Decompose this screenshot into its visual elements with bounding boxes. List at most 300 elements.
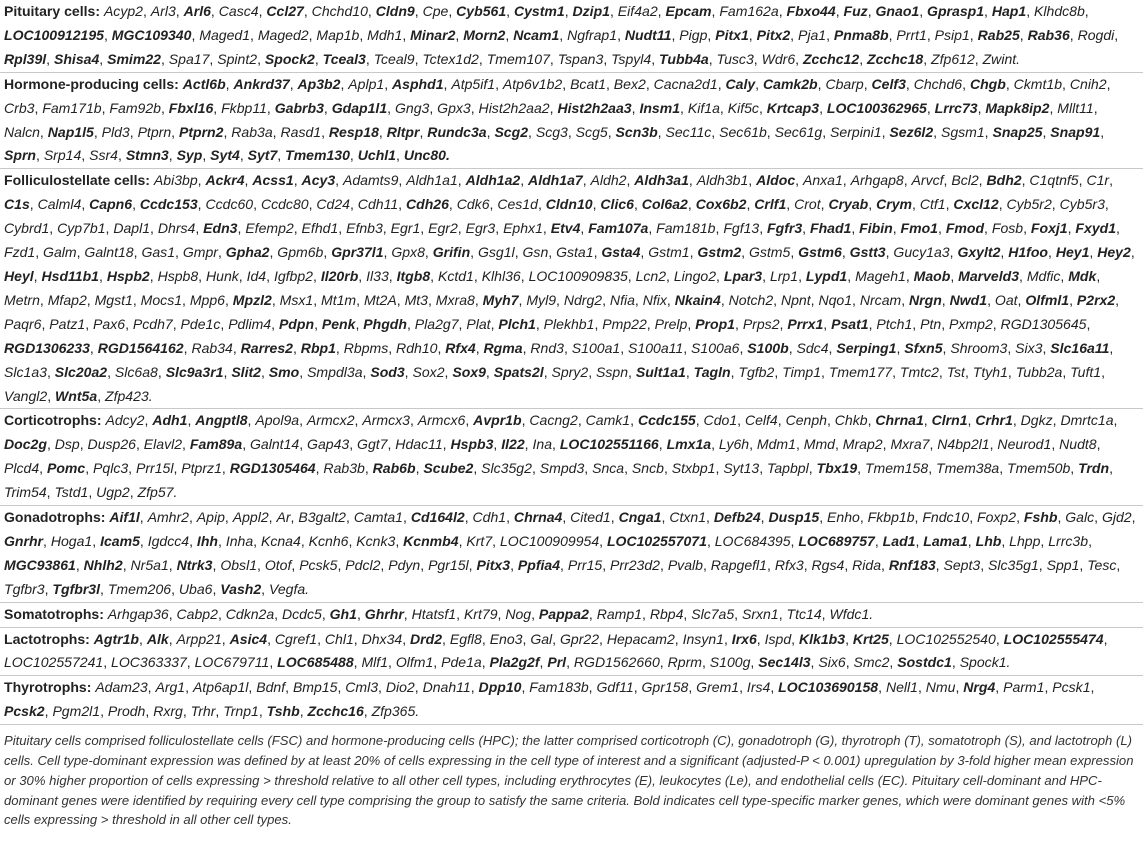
marker-gene: Fgfr3 xyxy=(767,220,803,237)
gene: Cpe xyxy=(422,3,449,19)
gene: Aldh3b1 xyxy=(696,172,749,189)
marker-gene: Dpp10 xyxy=(478,679,522,696)
marker-gene: Sec14l3 xyxy=(758,654,811,671)
marker-gene: Icam5 xyxy=(100,532,140,549)
gene: Tst xyxy=(946,363,965,380)
gene: Egr2 xyxy=(428,220,458,237)
marker-gene: Lhb xyxy=(975,532,1002,549)
gene: Pdyn xyxy=(388,556,421,573)
marker-gene: Chrna4 xyxy=(513,509,563,526)
marker-gene: Ap3b2 xyxy=(297,75,341,92)
gene: Pla2g7 xyxy=(414,315,459,332)
gene: Uba6 xyxy=(178,580,213,597)
gene: Smpd3 xyxy=(539,460,585,477)
gene: Adam23 xyxy=(95,679,148,696)
gene: Fam181b xyxy=(656,220,716,237)
gene: Bex2 xyxy=(613,75,646,92)
marker-gene: Mapk8ip2 xyxy=(985,99,1050,116)
marker-gene: Nap1l5 xyxy=(47,123,94,140)
gene: Abi3bp xyxy=(153,172,198,189)
gene: Camta1 xyxy=(353,509,403,526)
gene: Nalcn xyxy=(4,123,40,140)
marker-gene: Tshb xyxy=(266,703,300,720)
gene: Cybrd1 xyxy=(4,220,50,237)
gene: Six3 xyxy=(1015,339,1043,356)
gene: Krt7 xyxy=(466,532,493,549)
gene: Aplp1 xyxy=(348,75,385,92)
gene: Cacng2 xyxy=(529,412,578,429)
gene: Pxmp2 xyxy=(949,315,993,332)
gene: Notch2 xyxy=(728,291,774,308)
gene: Arhgap8 xyxy=(850,172,904,189)
gene: Sgsm1 xyxy=(940,123,985,140)
gene: Spa17 xyxy=(168,50,210,67)
gene: Egfl8 xyxy=(449,630,482,647)
gene: Prr23d2 xyxy=(610,556,660,573)
gene: Grem1 xyxy=(696,679,740,696)
gene: Plcd4 xyxy=(4,460,40,477)
marker-gene: Prop1 xyxy=(695,315,735,332)
marker-gene: Caly xyxy=(725,75,756,92)
gene: Hepacam2 xyxy=(606,630,675,647)
gene: Gas1 xyxy=(141,244,176,261)
marker-gene: Heyl xyxy=(4,267,34,284)
marker-gene: Lmx1a xyxy=(666,436,712,453)
section-label: Folliculostellate cells: xyxy=(4,172,150,189)
marker-gene: Tbx19 xyxy=(816,460,858,477)
gene: Mmd xyxy=(803,436,835,453)
gene: Hunk xyxy=(205,267,239,284)
marker-gene: Smo xyxy=(268,363,300,380)
gene: Tmem177 xyxy=(828,363,893,380)
gene: Trnp1 xyxy=(223,703,259,720)
gene: Sept3 xyxy=(943,556,981,573)
marker-gene: Fbxl16 xyxy=(168,99,214,116)
gene: Anxa1 xyxy=(802,172,843,189)
gene: Ckmt1b xyxy=(1013,75,1063,92)
gene: Id4 xyxy=(246,267,267,284)
marker-gene: Gstt3 xyxy=(849,244,886,261)
marker-gene: Fxyd1 xyxy=(1075,220,1117,237)
gene: Rab3a xyxy=(231,123,273,140)
section-row: Gonadotrophs: Aif1l, Amhr2, Apip, Appl2, Ar, B3galt2, Camta1, Cd164l2, Cdh1, Chrna4, Cited1, Cnga1, Ctxn1, Defb24, Dusp15, Enho, Fkbp1b, Fndc10, Foxp2, Fshb, Galc, Gjd2, Gnrhr, Hoga1, Icam5, Igdcc4, Ihh, Inha, Kcna4, Kcnh6, Kcnk3, Kcnmb4, Krt7, LOC100909954, LOC102557071, LOC684395, LOC689757, Lad1, Lama1, Lhb, Lhpp, Lrrc3b, MGC93861, Nhlh2, Nr5a1, Ntrk3, Obsl1, Otof, Pcsk5, Pdcl2, Pdyn, Pgr15l, Pitx3, Ppfia4, Prr15, Prr23d2, Pvalb, Rapgefl1, Rfx3, Rgs4, Rida, Rnf183, Sept3, Slc35g1, Spp1, Tesc, Tgfbr3, Tgfbr3l, Tmem206, Uba6, Vash2, Vegfa. xyxy=(0,506,1143,603)
gene: Insyn1 xyxy=(682,630,724,647)
marker-gene: Slit2 xyxy=(231,363,261,380)
marker-gene: Rfx4 xyxy=(445,339,476,356)
gene: Sec61g xyxy=(774,123,823,140)
marker-gene: Pla2g2f xyxy=(489,654,540,671)
gene: Nrcam xyxy=(859,291,902,308)
marker-gene: Asphd1 xyxy=(392,75,444,92)
marker-gene: Bdh2 xyxy=(986,172,1022,189)
gene: Mgst1 xyxy=(94,291,133,308)
marker-gene: Foxj1 xyxy=(1030,220,1068,237)
gene: Ptch1 xyxy=(876,315,913,332)
marker-gene: Cdh26 xyxy=(405,196,449,213)
gene: Ly6h xyxy=(718,436,750,453)
gene: Rab34 xyxy=(191,339,233,356)
marker-gene: Cldn9 xyxy=(375,3,415,19)
gene: Celf4 xyxy=(744,412,778,429)
marker-gene: Hspb2 xyxy=(106,267,150,284)
marker-gene: Ccdc155 xyxy=(637,412,696,429)
marker-gene: Gxylt2 xyxy=(957,244,1001,261)
marker-gene: Itgb8 xyxy=(396,267,431,284)
gene: Fam162a xyxy=(719,3,779,19)
gene: Plekhb1 xyxy=(543,315,595,332)
gene: Myl9 xyxy=(526,291,557,308)
gene: B3galt2 xyxy=(298,509,346,526)
gene: Mdfic xyxy=(1026,267,1061,284)
gene: Prr15l xyxy=(135,460,174,477)
gene: Gstm5 xyxy=(748,244,791,261)
marker-gene: Clic6 xyxy=(600,196,634,213)
gene: Mllt11 xyxy=(1057,99,1094,116)
marker-gene: Lama1 xyxy=(923,532,968,549)
gene: Pde1c xyxy=(180,315,221,332)
marker-gene: Capn6 xyxy=(89,196,133,213)
marker-gene: Aldh1a2 xyxy=(465,172,521,189)
marker-gene: Tmem130 xyxy=(285,147,350,164)
marker-gene: Pitx3 xyxy=(476,556,511,573)
gene: Oat xyxy=(994,291,1018,308)
gene: Ttyh1 xyxy=(972,363,1008,380)
marker-gene: Fmod xyxy=(945,220,985,237)
marker-gene: Tceal3 xyxy=(322,50,366,67)
gene: Lcn2 xyxy=(635,267,667,284)
gene: Cacna2d1 xyxy=(653,75,718,92)
marker-gene: Cyb561 xyxy=(456,3,507,19)
gene: Arpp21 xyxy=(176,630,222,647)
gene: Chchd6 xyxy=(913,75,963,92)
marker-gene: Sox9 xyxy=(452,363,486,380)
gene: Patz1 xyxy=(49,315,86,332)
gene: Pax6 xyxy=(93,315,126,332)
gene: Tubb2a xyxy=(1015,363,1063,380)
marker-gene: Gstm6 xyxy=(798,244,842,261)
marker-gene: Syt4 xyxy=(210,147,240,164)
marker-gene: Serping1 xyxy=(836,339,897,356)
gene: Elavl2 xyxy=(143,436,183,453)
marker-gene: Lypd1 xyxy=(805,267,848,284)
gene: Gmpr xyxy=(182,244,218,261)
marker-gene: Acss1 xyxy=(252,172,294,189)
marker-gene: Irx6 xyxy=(731,630,757,647)
section-label: Hormone-producing cells: xyxy=(4,75,179,92)
gene: Cenph xyxy=(785,412,827,429)
gene: Cabp2 xyxy=(176,605,218,622)
marker-gene: Psat1 xyxy=(831,315,869,332)
gene: Snca xyxy=(592,460,625,477)
section-row: Lactotrophs: Agtr1b, Alk, Arpp21, Asic4, Cgref1, Chl1, Dhx34, Drd2, Egfl8, Eno3, Gal, Gpr22, Hepacam2, Insyn1, Irx6, Ispd, Klk1b3, Krt25, LOC102552540, LOC102555474, LOC102557241, LOC363337, LOC679711, LOC685488, Mlf1, Olfm1, Pde1a, Pla2g2f, Prl, RGD1562660, Rprm, S100g, Sec14l3, Six6, Smc2, Sostdc1, Spock1. xyxy=(0,628,1143,677)
gene: Mxra7 xyxy=(890,436,930,453)
gene: Trim54 xyxy=(4,484,47,501)
gene: Gpx8 xyxy=(391,244,425,261)
gene: Prodh xyxy=(107,703,146,720)
gene: Igdcc4 xyxy=(147,532,190,549)
marker-gene: Sez6l2 xyxy=(889,123,934,140)
gene: Appl2 xyxy=(232,509,269,526)
marker-gene: Plch1 xyxy=(498,315,536,332)
gene: Arg1 xyxy=(155,679,186,696)
gene: Gpx3 xyxy=(437,99,471,116)
gene: Cited1 xyxy=(570,509,611,526)
gene: Shroom3 xyxy=(950,339,1008,356)
gene: Chkb xyxy=(834,412,868,429)
gene: Fam183b xyxy=(529,679,589,696)
gene: Mt2A xyxy=(363,291,397,308)
marker-gene: Ccl27 xyxy=(266,3,304,19)
gene: Fgf13 xyxy=(723,220,760,237)
gene: Fkbp11 xyxy=(221,99,267,116)
marker-gene: Spock2 xyxy=(264,50,315,67)
gene: LOC684395 xyxy=(714,532,791,549)
marker-gene: Defb24 xyxy=(713,509,761,526)
marker-gene: Mdk xyxy=(1068,267,1097,284)
gene: Fam171b xyxy=(42,99,102,116)
marker-gene: Edn3 xyxy=(203,220,238,237)
marker-gene: Hsd11b1 xyxy=(41,267,99,284)
gene: Klhl36 xyxy=(481,267,521,284)
marker-gene: Lad1 xyxy=(882,532,916,549)
gene: Cdk6 xyxy=(456,196,490,213)
gene: Enho xyxy=(827,509,860,526)
marker-gene: Rpl39l xyxy=(4,50,47,67)
marker-gene: Slc20a2 xyxy=(54,363,108,380)
marker-gene: Ppfia4 xyxy=(517,556,561,573)
marker-gene: Asic4 xyxy=(229,630,268,647)
gene: Efnb3 xyxy=(346,220,383,237)
gene: Maged1 xyxy=(199,26,251,43)
marker-gene: Crhr1 xyxy=(975,412,1013,429)
gene: Gsg1l xyxy=(477,244,515,261)
section-row: Pituitary cells: Acyp2, Arl3, Arl6, Casc4, Ccl27, Chchd10, Cldn9, Cpe, Cyb561, Cystm1, Dzip1, Eif4a2, Epcam, Fam162a, Fbxo44, Fuz, Gnao1, Gprasp1, Hap1, Klhdc8b, LOC100912195, MGC109340, Maged1, Maged2, Map1b, Mdh1, Minar2, Morn2, Ncam1, Ngfrap1, Nudt11, Pigp, Pitx1, Pitx2, Pja1, Pnma8b, Prrt1, Psip1, Rab25, Rab36, Rogdi, Rpl39l, Shisa4, Smim22, Spa17, Spint2, Spock2, Tceal3, Tceal9, Tctex1d2, Tmem107, Tspan3, Tspyl4, Tubb4a, Tusc3, Wdr6, Zcchc12, Zcchc18, Zfp612, Zwint. xyxy=(0,0,1143,73)
marker-gene: Vash2 xyxy=(220,580,262,597)
gene: Slc7a5 xyxy=(691,605,735,622)
gene: Arhgap36 xyxy=(107,605,169,622)
gene: Nfia xyxy=(609,291,635,308)
gene: Sec11c xyxy=(665,123,712,140)
gene: Pigp xyxy=(679,26,708,43)
marker-gene: Unc80. xyxy=(403,147,450,164)
marker-gene: Nudt11 xyxy=(624,26,672,43)
marker-gene: Tubb4a xyxy=(659,50,709,67)
gene: Rab3b xyxy=(323,460,365,477)
gene: Gstm1 xyxy=(648,244,690,261)
gene: Crb3 xyxy=(4,99,35,116)
gene: Prelp xyxy=(654,315,688,332)
gene: Efhd1 xyxy=(301,220,339,237)
gene: Pqlc3 xyxy=(93,460,129,477)
gene: Efemp2 xyxy=(245,220,294,237)
gene: Slc35g2 xyxy=(481,460,532,477)
marker-gene: Spats2l xyxy=(493,363,544,380)
gene: Atp6v1b2 xyxy=(502,75,563,92)
gene: Fkbp1b xyxy=(867,509,915,526)
marker-gene: Hist2h2aa3 xyxy=(557,99,632,116)
marker-gene: Phgdh xyxy=(363,315,407,332)
marker-gene: Snap25 xyxy=(992,123,1043,140)
gene: Pvalb xyxy=(667,556,703,573)
gene: Nr5a1 xyxy=(130,556,169,573)
marker-gene: Sult1a1 xyxy=(635,363,686,380)
marker-gene: Cox6b2 xyxy=(695,196,747,213)
gene: Obsl1 xyxy=(220,556,258,573)
marker-gene: LOC103690158 xyxy=(778,679,879,696)
gene: Rida xyxy=(852,556,882,573)
gene: Eif4a2 xyxy=(617,3,658,19)
marker-gene: Ghrhr xyxy=(364,605,404,622)
marker-gene: Actl6b xyxy=(182,75,226,92)
gene: Tgfb2 xyxy=(738,363,775,380)
marker-gene: Mpzl2 xyxy=(232,291,272,308)
gene: Pdcl2 xyxy=(345,556,381,573)
marker-gene: Aldh3a1 xyxy=(634,172,689,189)
gene: Cyb5r3 xyxy=(1059,196,1105,213)
gene: Slc35g1 xyxy=(988,556,1039,573)
gene: Cml3 xyxy=(345,679,379,696)
gene: Bcat1 xyxy=(570,75,606,92)
gene: Scg5 xyxy=(575,123,608,140)
gene: Syt13 xyxy=(723,460,760,477)
gene: Pmp22 xyxy=(602,315,647,332)
gene: Rxrg xyxy=(153,703,183,720)
gene: Rdh10 xyxy=(396,339,438,356)
gene: Kctd1 xyxy=(437,267,474,284)
gene: Tmtc2 xyxy=(899,363,939,380)
marker-gene: Rbp1 xyxy=(300,339,336,356)
gene: Rgs4 xyxy=(811,556,845,573)
marker-gene: Crlf1 xyxy=(754,196,787,213)
marker-gene: Wnt5a xyxy=(55,387,98,404)
gene: Ptprz1 xyxy=(181,460,222,477)
marker-gene: Rnf183 xyxy=(888,556,936,573)
gene: Adcy2 xyxy=(105,412,145,429)
gene: Mt1m xyxy=(321,291,357,308)
marker-gene: Rundc3a xyxy=(427,123,487,140)
gene: Stxbp1 xyxy=(671,460,716,477)
gene: RGD1305645 xyxy=(1000,315,1087,332)
gene: C1r xyxy=(1086,172,1110,189)
gene: Nudt8 xyxy=(1059,436,1097,453)
marker-gene: Pitx1 xyxy=(715,26,749,43)
marker-gene: Nwd1 xyxy=(949,291,988,308)
marker-gene: Cryab xyxy=(828,196,869,213)
gene: Dhx34 xyxy=(361,630,403,647)
gene: Ctf1 xyxy=(919,196,946,213)
marker-gene: Nkain4 xyxy=(674,291,721,308)
marker-gene: Ntrk3 xyxy=(176,556,213,573)
gene: Aldh1a1 xyxy=(406,172,458,189)
marker-gene: MGC93861 xyxy=(4,556,76,573)
marker-gene: Rltpr xyxy=(386,123,420,140)
gene: Rfx3 xyxy=(774,556,804,573)
gene: Zwint. xyxy=(982,50,1021,67)
gene: Bdnf xyxy=(256,679,286,696)
gene: S100a11 xyxy=(628,339,684,356)
marker-gene: Scube2 xyxy=(423,460,474,477)
marker-gene: Gabrb3 xyxy=(274,99,324,116)
gene: Tmem206 xyxy=(107,580,172,597)
marker-gene: LOC100912195 xyxy=(4,26,104,43)
marker-gene: Adh1 xyxy=(152,412,188,429)
gene: Zfp612 xyxy=(931,50,975,67)
gene: Lingo2 xyxy=(673,267,717,284)
marker-gene: Shisa4 xyxy=(53,50,100,67)
gene: Irs4 xyxy=(746,679,771,696)
marker-gene: Ackr4 xyxy=(205,172,245,189)
gene: Smpdl3a xyxy=(307,363,363,380)
gene: Sncb xyxy=(631,460,664,477)
gene: Ttc14 xyxy=(786,605,822,622)
marker-gene: Kcnmb4 xyxy=(403,532,459,549)
marker-gene: Sostdc1 xyxy=(897,654,952,671)
gene: Casc4 xyxy=(218,3,259,19)
gene: Ccdc60 xyxy=(205,196,254,213)
marker-gene: Klk1b3 xyxy=(798,630,846,647)
section-row: Hormone-producing cells: Actl6b, Ankrd37, Ap3b2, Aplp1, Asphd1, Atp5if1, Atp6v1b2, Bcat1, Bex2, Cacna2d1, Caly, Camk2b, Cbarp, Celf3, Chchd6, Chgb, Ckmt1b, Cnih2, Crb3, Fam171b, Fam92b, Fbxl16, Fkbp11, Gabrb3, Gdap1l1, Gng3, Gpx3, Hist2h2aa2, Hist2h2aa3, Insm1, Kif1a, Kif5c, Krtcap3, LOC100362965, Lrrc73, Mapk8ip2, Mllt11, Nalcn, Nap1l5, Pld3, Ptprn, Ptprn2, Rab3a, Rasd1, Resp18, Rltpr, Rundc3a, Scg2, Scg3, Scg5, Scn3b, Sec11c, Sec61b, Sec61g, Serpini1, Sez6l2, Sgsm1, Snap25, Snap91, Sprn, Srp14, Ssr4, Stmn3, Syp, Syt4, Syt7, Tmem130, Uchl1, Unc80. xyxy=(0,73,1143,170)
gene: Psip1 xyxy=(934,26,970,43)
gene: Ctxn1 xyxy=(669,509,707,526)
marker-gene: Ncam1 xyxy=(513,26,560,43)
gene: Pde1a xyxy=(441,654,482,671)
gene: Gucy1a3 xyxy=(893,244,950,261)
gene: Prps2 xyxy=(742,315,780,332)
gene: Kcnk3 xyxy=(356,532,396,549)
gene: Six6 xyxy=(818,654,846,671)
marker-gene: Crym xyxy=(876,196,912,213)
marker-gene: Resp18 xyxy=(328,123,379,140)
gene: Apip xyxy=(196,509,225,526)
marker-gene: Fmo1 xyxy=(900,220,938,237)
gene: Dnah11 xyxy=(422,679,471,696)
gene: Zfp365. xyxy=(371,703,420,720)
marker-gene: Prl xyxy=(547,654,567,671)
gene: Tmem107 xyxy=(486,50,550,67)
gene: Mrap2 xyxy=(842,436,883,453)
gene: Hdac11 xyxy=(395,436,443,453)
gene: Gpm6b xyxy=(277,244,324,261)
gene: Tstd1 xyxy=(54,484,89,501)
gene: Plat xyxy=(466,315,491,332)
gene: Chchd10 xyxy=(311,3,368,19)
gene: C1qtnf5 xyxy=(1029,172,1079,189)
marker-gene: Lrrc73 xyxy=(934,99,978,116)
gene: Ugp2 xyxy=(96,484,130,501)
gene: Galm xyxy=(43,244,77,261)
gene: Amhr2 xyxy=(147,509,189,526)
gene: Tuft1 xyxy=(1070,363,1102,380)
gene: Klhdc8b xyxy=(1034,3,1085,19)
marker-gene: Fshb xyxy=(1023,509,1058,526)
marker-gene: Gdap1l1 xyxy=(331,99,388,116)
gene: Ces1d xyxy=(497,196,538,213)
marker-gene: Nrg4 xyxy=(963,679,996,696)
gene: Tmem50b xyxy=(1007,460,1071,477)
marker-gene: Fam89a xyxy=(189,436,243,453)
gene: Ispd xyxy=(764,630,792,647)
gene: Ar xyxy=(276,509,291,526)
gene: Htatsf1 xyxy=(411,605,457,622)
gene: S100a6 xyxy=(691,339,740,356)
gene: Mageh1 xyxy=(855,267,906,284)
marker-gene: Fuz xyxy=(843,3,868,19)
gene: Lhpp xyxy=(1009,532,1041,549)
marker-gene: Alk xyxy=(146,630,169,647)
gene: Kcnh6 xyxy=(308,532,349,549)
marker-gene: Epcam xyxy=(665,3,712,19)
gene: Mocs1 xyxy=(140,291,183,308)
